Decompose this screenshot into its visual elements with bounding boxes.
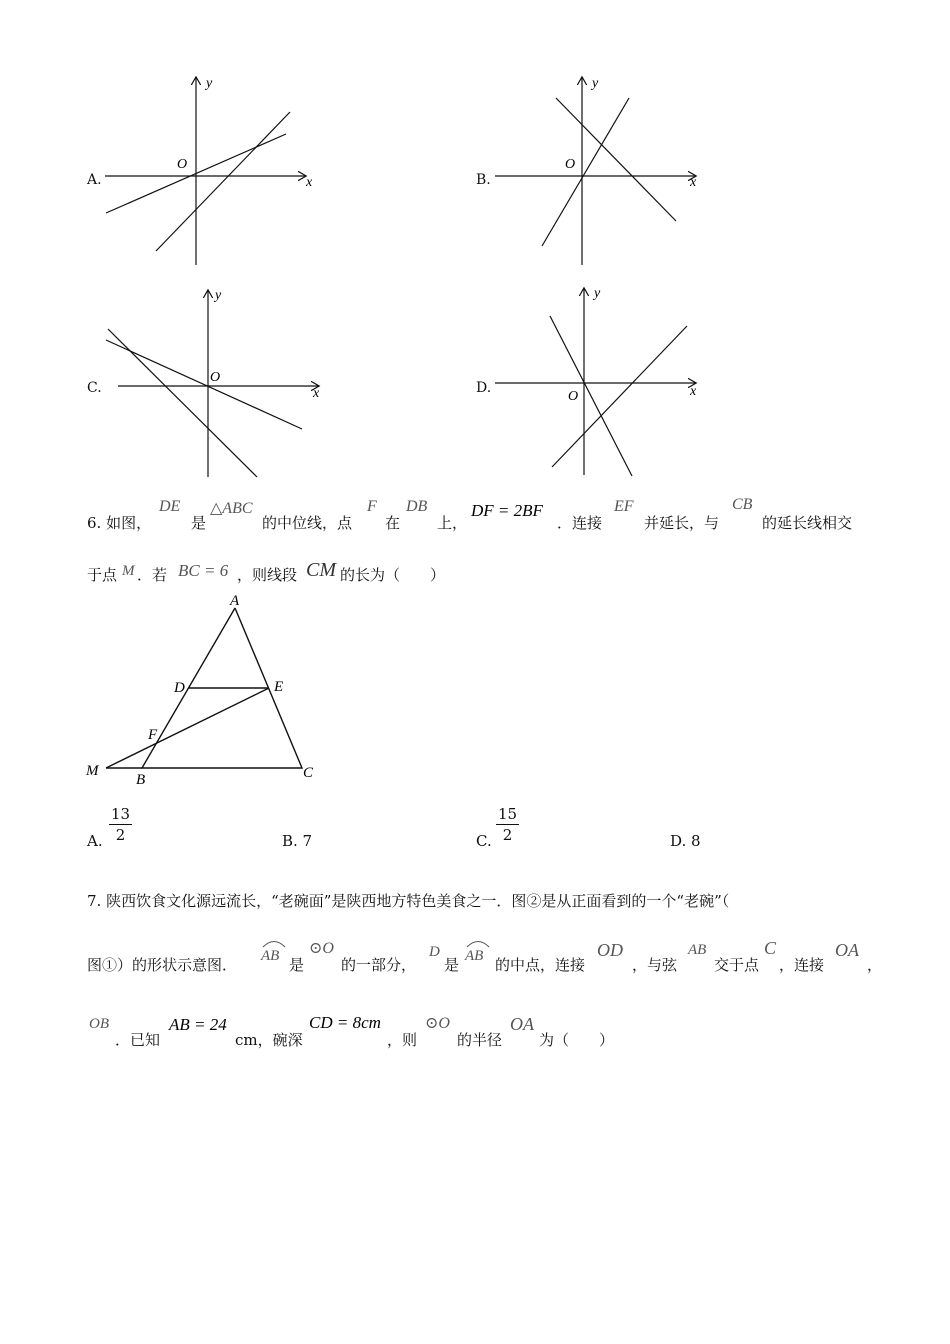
q6-triangle-figure [80,588,330,788]
q6-option-c-fraction [496,804,519,845]
graph-option-a [100,70,320,270]
q7-text: ，连接 [779,956,825,974]
option-b-label: B. [476,172,491,188]
y-label: y [215,288,222,303]
graph-option-b [490,70,710,270]
q7-ab24: AB = 24 [169,1015,227,1034]
arc-ab-label: AB [261,948,280,964]
q7-text: ．已知 [115,1031,161,1049]
q6-option-c[interactable] [476,804,596,854]
q6-text: 在 [385,514,401,532]
q7-text: 的一部分， [341,956,417,974]
q6-text: 的长为（ ） [340,566,446,584]
point-e-label: E [274,679,284,695]
q6-f: F [367,498,377,515]
q6-number: 6. 如图， [87,514,152,532]
q7-text: 为（ ） [539,1031,615,1049]
q7-text: ，则 [387,1031,418,1049]
q7-ab: AB [688,942,707,958]
q6-de: DE [159,498,181,515]
q6-db: DB [406,498,428,515]
q7-d: D [429,944,440,960]
line-2 [156,112,290,251]
point-f-label: F [148,727,158,743]
point-m-label: M [86,763,99,779]
line-1 [106,340,302,429]
q7-arc-ab-2 [463,934,493,974]
q7-line-2 [87,934,887,984]
q6-df2bf: DF = 2BF [471,501,543,520]
x-label: x [313,386,320,401]
q6-cb: CB [732,496,753,513]
q6-option-c-label: C. [476,832,492,850]
q6-triangle: △ABC [210,500,253,517]
origin-label: O [177,157,188,172]
q6-option-b[interactable]: B. 7 [282,832,313,850]
point-d-label: D [174,680,185,696]
option-d-label: D. [476,380,492,396]
x-label: x [306,175,313,190]
q6-ef: EF [614,498,634,515]
point-c-label: C [303,765,314,781]
q7-line-1: 7. 陕西饮食文化源远流长，“老碗面”是陕西地方特色美食之一．图②是从正面看到的一个“老碗”（ [87,892,730,910]
fraction-numerator: 13 [111,805,131,823]
q6-text: ．连接 [557,514,603,532]
q6-text: ．若 [137,566,168,584]
graph-option-d [490,283,710,483]
fraction-denominator: 2 [115,826,126,844]
q6-text: 于点 [87,566,118,584]
q6-option-d[interactable]: D. 8 [670,832,701,850]
line-2 [108,329,257,477]
arc-symbol-icon [261,938,287,948]
q6-text: 的中位线，点 [262,514,353,532]
x-label: x [690,384,697,399]
q6-text: 上， [437,514,468,532]
q7-text: 是 [289,956,305,974]
q6-cm: CM [306,559,336,581]
option-a-label: A. [87,172,102,188]
q6-line-2 [87,558,587,588]
q6-line-1 [87,498,887,538]
graph-option-c [100,283,330,483]
q7-cd8: CD = 8cm [309,1013,381,1032]
q6-text: 是 [191,514,207,532]
arc-symbol-icon [465,938,491,948]
q6-text: 并延长，与 [644,514,720,532]
q7-arc-ab [259,934,289,974]
y-label: y [594,286,601,301]
fraction-numerator: 15 [498,805,518,823]
y-label: y [206,76,213,91]
q7-line-3 [87,1012,887,1052]
option-c-label: C. [87,380,102,396]
fraction-denominator: 2 [502,826,513,844]
q7-circle-o: ⊙O [309,940,334,957]
point-a-label: A [230,593,240,609]
q6-option-a-label: A. [87,832,103,850]
q7-text: 的中点，连接 [495,956,586,974]
q7-ob: OB [89,1016,109,1032]
q6-option-a[interactable] [87,804,207,854]
q7-text: 的半径 [457,1031,503,1049]
line-2 [542,98,629,246]
q6-m: M [122,563,135,579]
origin-label: O [210,370,221,385]
q7-text: 图①）的形状示意图． [87,956,238,974]
arc-ab-label: AB [465,948,484,964]
q6-text: 的延长线相交 [762,514,853,532]
q6-option-a-fraction [109,804,132,845]
q7-text: 是 [444,956,460,974]
q7-od: OD [597,940,623,960]
q6-bc6: BC = 6 [178,561,229,580]
origin-label: O [565,157,576,172]
q7-text: cm，碗深 [235,1031,303,1049]
y-label: y [592,76,599,91]
q6-text: ，则线段 [237,566,298,584]
q7-oa-2: OA [510,1014,534,1034]
q7-text: ，与弦 [632,956,678,974]
origin-label: O [568,389,579,404]
segment-me [106,688,269,768]
point-b-label: B [136,772,146,788]
q7-circle-o-2: ⊙O [425,1015,450,1032]
q7-oa: OA [835,940,859,960]
q7-text: ， [867,956,883,974]
x-label: x [690,175,697,190]
q7-c: C [764,938,777,958]
q7-text: 交于点 [714,956,760,974]
